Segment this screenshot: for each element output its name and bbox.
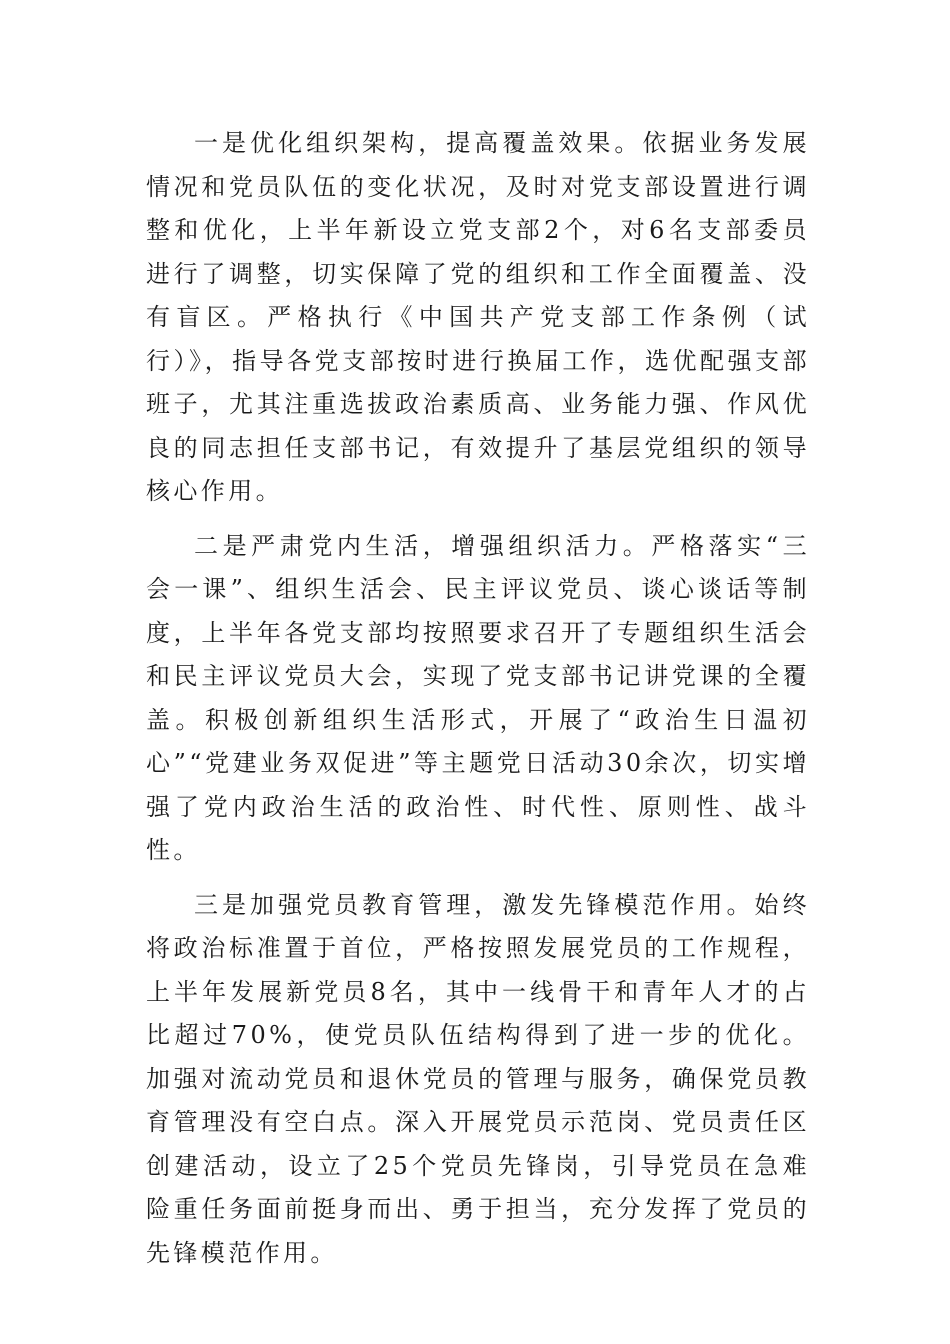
paragraph-party-life: 二是严肃党内生活，增强组织活力。严格落实“三会一课”、组织生活会、民主评议党员、谈心谈话等制度，上半年各党支部均按照要求召开了专题组织生活会和民主评议党员大会，实现了党支部书记讲党课的全覆盖。积极创新组织生活形式，开展了“政治生日温初心”“党建业务双促进”等主题党日活动30余次，切实增强了党内政治生活的政治性、时代性、原则性、战斗性。 bbox=[146, 531, 810, 864]
document-body bbox=[146, 122, 810, 1286]
paragraph-member-education: 三是加强党员教育管理，激发先锋模范作用。始终将政治标准置于首位，严格按照发展党员的工作规程，上半年发展新党员8名，其中一线骨干和青年人才的占比超过70%，使党员队伍结构得到了进一步的优化。加强对流动党员和退休党员的管理与服务，确保党员教育管理没有空白点。深入开展党员示范岗、党员责任区创建活动，设立了25个党员先锋岗，引导党员在急难险重任务面前挺身而出、勇于担当，充分发挥了党员的先锋模范作用。 bbox=[146, 890, 810, 1267]
paragraph-org-structure: 一是优化组织架构，提高覆盖效果。依据业务发展情况和党员队伍的变化状况，及时对党支部设置进行调整和优化，上半年新设立党支部2个，对6名支部委员进行了调整，切实保障了党的组织和工作全面覆盖、没有盲区。严格执行《中国共产党支部工作条例（试行）》，指导各党支部按时进行换届工作，选优配强支部班子，尤其注重选拔政治素质高、业务能力强、作风优良的同志担任支部书记，有效提升了基层党组织的领导核心作用。 bbox=[146, 129, 810, 505]
